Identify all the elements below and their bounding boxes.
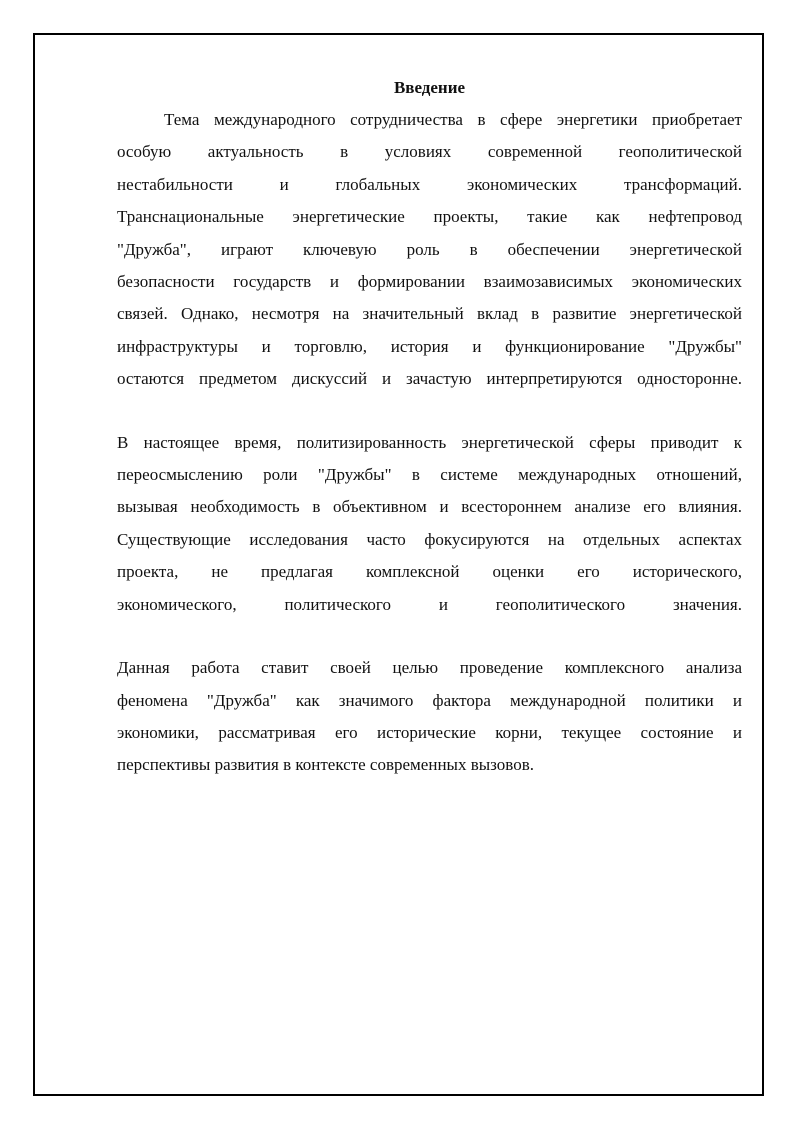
document-body — [117, 76, 742, 782]
paragraph-line: безопасности государств и формировании взаимозависимых экономических — [117, 272, 742, 292]
paragraph-line: нестабильности и глобальных экономических трансформаций. — [117, 174, 742, 194]
paragraph-line: особую актуальность в условиях современной геополитической — [117, 142, 742, 162]
document-title: Введение — [393, 78, 466, 97]
paragraph-line: вызывая необходимость в объективном и всестороннем анализе его влияния. — [117, 497, 742, 517]
paragraph-line: Транснациональные энергетические проекты, такие как нефтепровод — [117, 207, 742, 227]
paragraph-1 — [117, 104, 742, 396]
paragraph-line: переосмыслению роли "Дружбы" в системе международных отношений, — [117, 465, 742, 485]
paragraph-line: Данная работа ставит своей целью проведение комплексного анализа — [117, 658, 742, 678]
paragraph-line: В настоящее время, политизированность энергетической сферы приводит к — [117, 432, 742, 452]
paragraph-line: экономического, политического и геополитического значения. — [117, 594, 742, 614]
paragraph-line: проекта, не предлагая комплексной оценки его исторического, — [117, 562, 742, 582]
paragraph-line: феномена "Дружба" как значимого фактора международной политики и — [117, 690, 742, 710]
paragraph-gap — [117, 621, 742, 652]
paragraph-gap — [117, 396, 742, 427]
paragraph-line: Тема международного сотрудничества в сфере энергетики приобретает — [164, 110, 742, 129]
paragraph-line: "Дружба", играют ключевую роль в обеспечении энергетической — [117, 239, 742, 259]
paragraph-3 — [117, 652, 742, 782]
paragraph-line: инфраструктуры и торговлю, история и функционирование "Дружбы" — [117, 336, 742, 356]
paragraph-line: экономики, рассматривая его исторические корни, текущее состояние и — [117, 722, 742, 742]
paragraph-line: перспективы развития в контексте современных вызовов. — [117, 755, 534, 775]
paragraph-line: остаются предметом дискуссий и зачастую интерпретируются односторонне. — [117, 369, 742, 389]
paragraph-2 — [117, 427, 742, 621]
paragraph-line: связей. Однако, несмотря на значительный вклад в развитие энергетической — [117, 304, 742, 324]
paragraph-line: Существующие исследования часто фокусируются на отдельных аспектах — [117, 529, 742, 549]
